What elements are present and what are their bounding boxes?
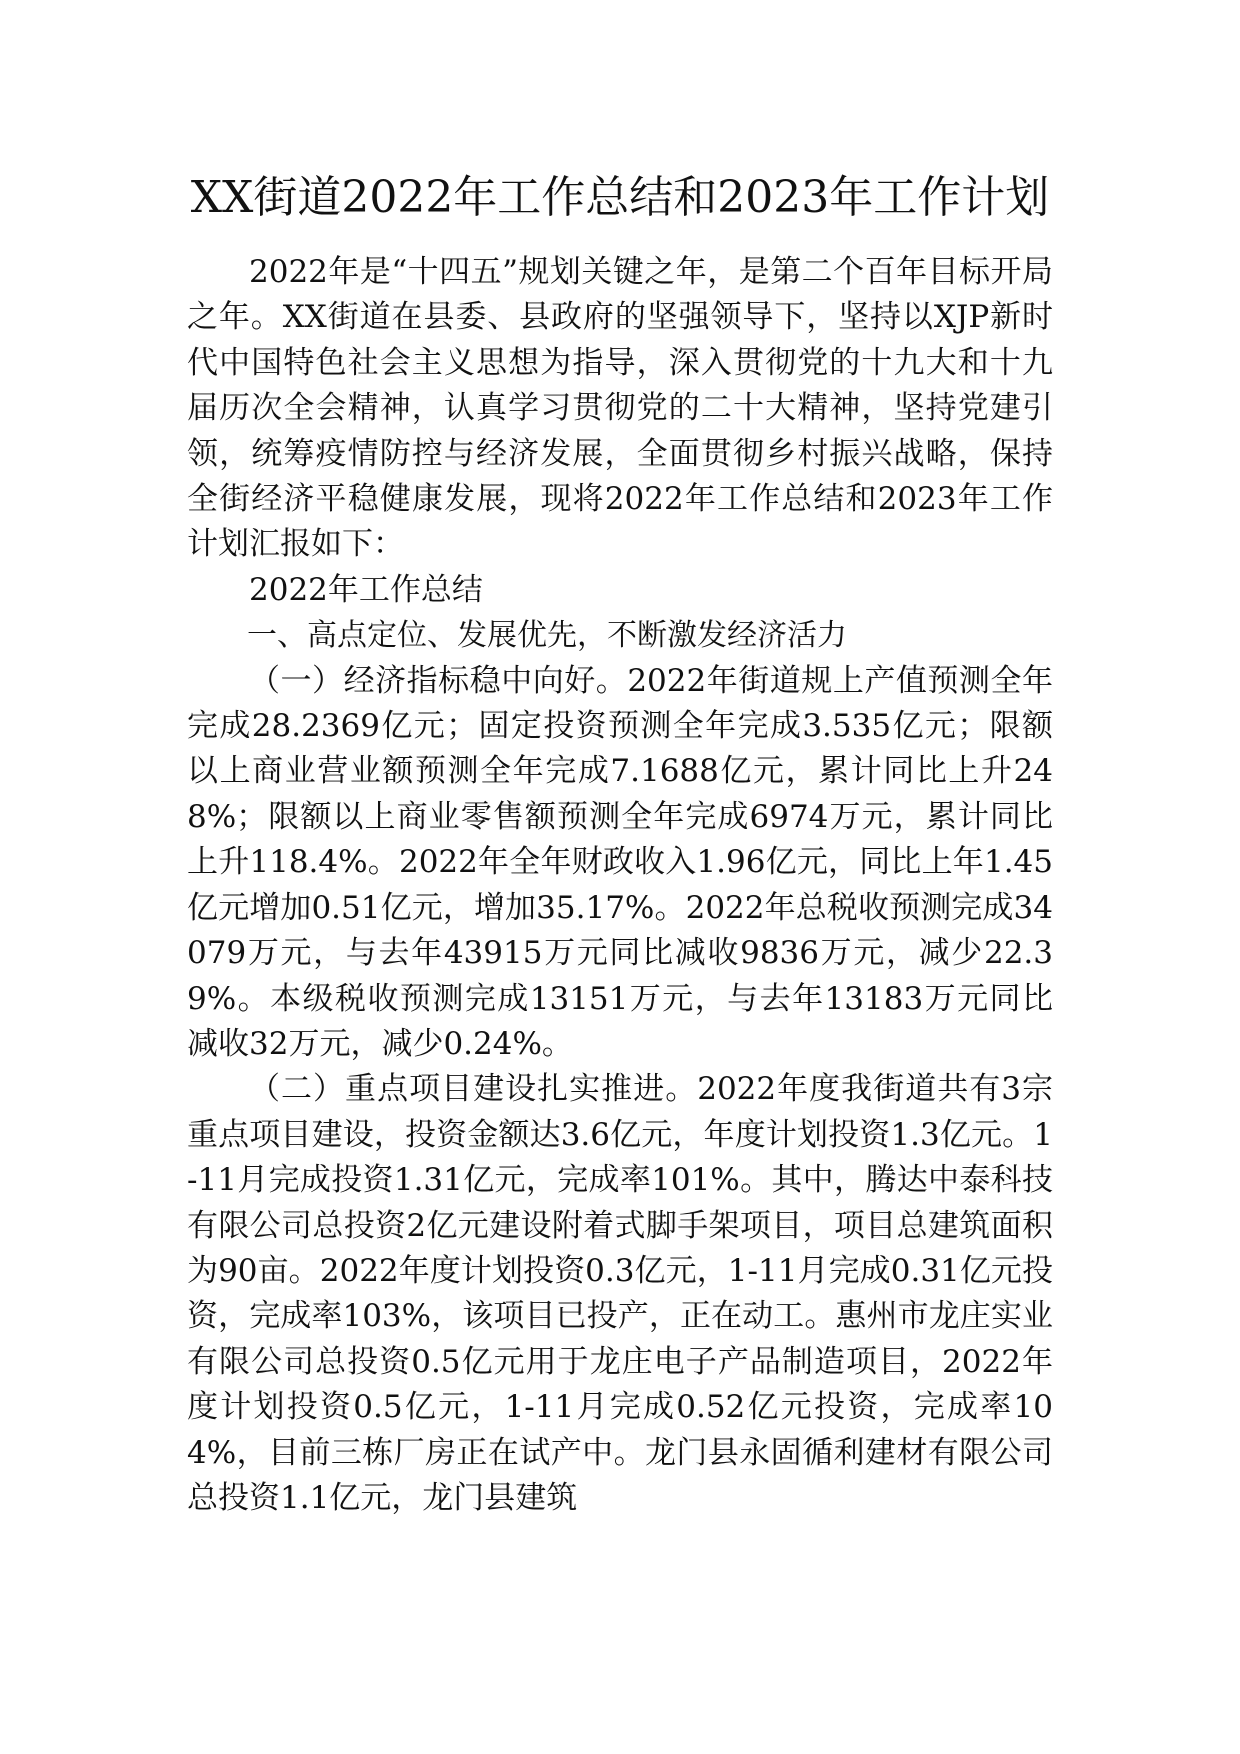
document-title: XX街道2022年工作总结和2023年工作计划 [190, 172, 1050, 223]
item-1-paragraph [187, 659, 1053, 1068]
section-title: 2022年工作总结 [249, 571, 483, 608]
document-page [187, 150, 1053, 1521]
item-1-body: 2022年街道规上产值预测全年完成28.2369亿元；固定投资预测全年完成3.535亿元；限额以上商业营业额预测全年完成7.1688亿元，累计同比上升248%；限额以上商业零售额预测全年完成6974万元，累计同比上升118.4%。2022年全年财政收入1.96亿元，同比上年1.45亿元增加0.51亿元，增加35.17%。2022年总税收预测完成34079万元，与去年43915万元同比减收9836万元，减少22.39%。本级税收预测完成13151万元，与去年13183万元同比减收32万元，减少0.24%。 [187, 662, 1053, 1062]
item-2-title: （二）重点项目建设扎实推进。 [249, 1071, 698, 1108]
heading-1: 一、高点定位、发展优先，不断激发经济活力 [247, 618, 847, 654]
item-2-body: 2022年度我街道共有3宗重点项目建设，投资金额达3.6亿元，年度计划投资1.3亿元。1-11月完成投资1.31亿元，完成率101%。其中，腾达中泰科技有限公司总投资2亿元建设附着式脚手架项目，项目总建筑面积为90亩。2022年度计划投资0.3亿元，1-11月完成0.31亿元投资，完成率103%，该项目已投产，正在动工。惠州市龙庄实业有限公司总投资0.5亿元用于龙庄电子产品制造项目，2022年度计划投资0.5亿元，1-11月完成0.52亿元投资，完成率104%，目前三栋厂房正在试产中。龙门县永固循利建材有限公司总投资1.1亿元，龙门县建筑 [187, 1071, 1053, 1516]
intro-paragraph: 2022年是“十四五”规划关键之年，是第二个百年目标开局之年。XX街道在县委、县政府的坚强领导下，坚持以XJP新时代中国特色社会主义思想为指导，深入贯彻党的十九大和十九届历次全会精神，认真学习贯彻党的二十大精神，坚持党建引领，统筹疫情防控与经济发展，全面贯彻乡村振兴战略，保持全街经济平稳健康发展，现将2022年工作总结和2023年工作计划汇报如下： [187, 254, 1053, 563]
item-1-title: （一）经济指标稳中向好。 [249, 662, 628, 699]
item-2-paragraph [187, 1067, 1053, 1521]
